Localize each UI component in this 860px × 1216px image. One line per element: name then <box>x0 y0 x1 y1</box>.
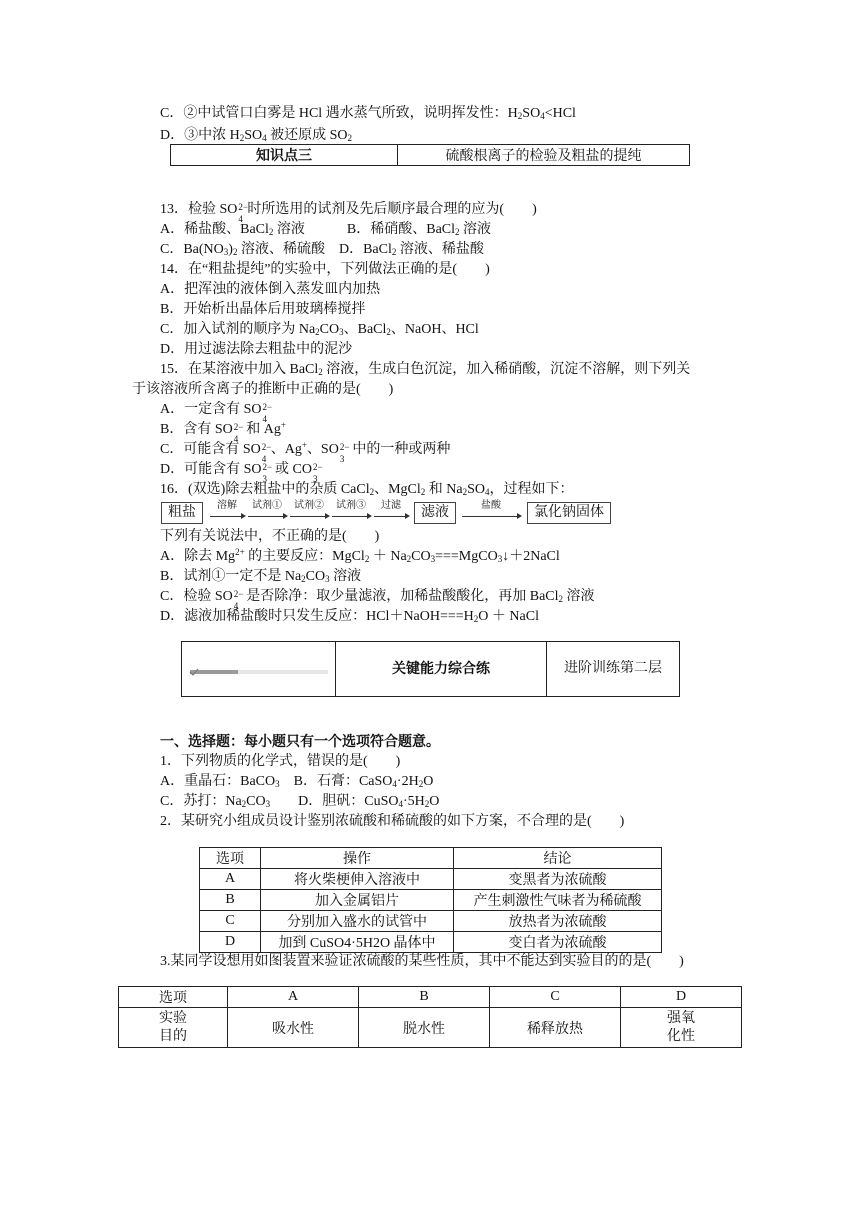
table-header: 操作 <box>261 848 454 869</box>
text: 溶液 <box>459 222 492 237</box>
question-15: 15．在某溶液中加入 BaCl$_2$ 溶液，生成白色沉淀，加入稀硝酸，沉淀不溶解，则下列关 <box>160 362 691 377</box>
table-header: B <box>359 987 490 1008</box>
banner-decoration <box>182 642 336 696</box>
flow-step-label: 过滤 <box>381 500 401 511</box>
question-16-prompt: 下列有关说法中，不正确的是( ) <box>160 529 380 544</box>
question-14-d: D．用过滤法除去粗盐中的泥沙 <box>160 342 353 357</box>
text: B．试剂①一定不是 Na <box>160 569 302 584</box>
question-14: 14．在“粗盐提纯”的实验中，下列做法正确的是( ) <box>160 262 490 277</box>
table-cell: 脱水性 <box>359 1008 490 1048</box>
question-13-cd: C．$Ba(NO_3)_2$ 溶液、稀硫酸 D．BaCl$_2$ 溶液、稀盐酸 <box>160 242 484 257</box>
table-cell: 加入金属铝片 <box>261 890 454 911</box>
text: O ＋ NaCl <box>478 609 539 624</box>
table-row <box>200 911 662 932</box>
table-cell: 吸水性 <box>228 1008 359 1048</box>
text: C．加入试剂的顺序为 Na <box>160 322 316 337</box>
text: 强氧 <box>667 1010 695 1026</box>
text: C．②中试管口白雾是 HCl 遇水蒸气所致，说明挥发性：H <box>160 106 518 121</box>
flow-filtrate-box: 滤液 <box>414 502 456 524</box>
table-cell: 变白者为浓硫酸 <box>454 932 662 953</box>
flow-arrow-2 <box>248 500 286 517</box>
flow-step-label: 试剂② <box>294 500 324 511</box>
flow-arrow-5 <box>374 500 408 517</box>
question-14-a: A．把浑浊的液体倒入蒸发皿内加热 <box>160 282 381 297</box>
text: ，过程如下： <box>489 482 574 497</box>
text: CO <box>319 322 340 337</box>
text: D．滤液加稀盐酸时只发生反应：HCl＋NaOH===H <box>160 609 474 624</box>
banner-level: 进阶训练第二层 <box>564 661 662 676</box>
table-cell: 加到 CuSO4·5H2O 晶体中 <box>261 932 454 953</box>
text: 、MgCl <box>374 482 421 497</box>
problem-3: 3.某同学设想用如图装置来验证浓硫酸的某些性质，其中不能达到实验目的的是( ) <box>160 954 684 969</box>
problem-2-table <box>199 847 662 953</box>
table-row <box>119 1008 742 1048</box>
text: SO <box>467 482 486 497</box>
text: CO <box>305 569 326 584</box>
text: ·2H <box>396 774 419 789</box>
text: 和 Ag <box>242 422 281 437</box>
question-14-b: B．开始析出晶体后用玻璃棒搅拌 <box>160 302 366 317</box>
table-cell: B <box>200 890 261 911</box>
text: A．稀盐酸、BaCl <box>160 222 269 237</box>
text: 的主要反应：MgCl <box>244 549 365 564</box>
question-15-b: B．含有 SO 2− 4 和 Ag+ <box>160 420 286 444</box>
text: 中的一种或两种 <box>348 442 451 457</box>
text: 15．在某溶液中加入 BaCl <box>160 362 319 377</box>
text: 、BaCl <box>343 322 387 337</box>
text: ·5H <box>402 794 425 809</box>
banner-title: 关键能力综合练 <box>336 642 547 696</box>
text: 、Ag <box>270 442 302 457</box>
text: 16．(双选)除去粗盐中的杂质 CaCl <box>160 482 370 497</box>
flow-step-label: 试剂① <box>252 500 282 511</box>
section-one-heading: 一、选择题：每小题只有一个选项符合题意。 <box>160 734 440 750</box>
table-cell: 将火柴梗伸入溶液中 <box>261 869 454 890</box>
table-cell: A <box>200 869 261 890</box>
text: 是否除净：取少量滤液，加稀盐酸酸化，再加 BaCl <box>242 589 559 604</box>
text: ) <box>228 242 233 257</box>
knowledge-point-label: 知识点三 <box>171 145 398 166</box>
problem-1-ab: A．重晶石：BaCO$_3$ B．石膏：$CaSO_4\cdot 2H_2O$ <box>160 774 434 789</box>
table-header: D <box>621 987 742 1008</box>
question-15-a: A．一定含有 SO 2− 4 <box>160 402 273 424</box>
table-header: 选项 <box>119 987 228 1008</box>
text: C．Ba(NO <box>160 242 224 257</box>
question-13: 13．检验 SO 2− 4 时所选用的试剂及先后顺序最合理的应为( ) <box>160 202 537 224</box>
flow-step-label: 溶解 <box>217 500 237 511</box>
question-15-c: C．可能含有 SO 2− 4 、Ag+、SO 2− 3 中的一种或两种 <box>160 440 451 464</box>
flow-arrow-1 <box>210 500 244 517</box>
text: ＋ Na <box>369 549 407 564</box>
text: 溶液 <box>329 569 362 584</box>
table-cell: C <box>200 911 261 932</box>
text: C．可能含有 SO <box>160 442 261 457</box>
text: 13．检验 SO <box>160 202 238 217</box>
text: CO <box>411 549 431 564</box>
text: 、NaOH、HCl <box>390 322 479 337</box>
text: D．可能含有 SO <box>160 462 262 477</box>
flow-end-box: 氯化钠固体 <box>527 502 611 524</box>
text: C．苏打：Na <box>160 794 242 809</box>
text: D．胆矾：CuSO <box>270 794 399 809</box>
table-cell: 变黑者为浓硫酸 <box>454 869 662 890</box>
text: 溶液、稀盐酸 <box>396 242 484 257</box>
table-row <box>200 890 662 911</box>
flow-step-label: 盐酸 <box>481 500 501 511</box>
question-16-b: B．试剂①一定不是 $Na_2CO_3$ 溶液 <box>160 569 362 584</box>
table-header: 选项 <box>200 848 261 869</box>
flow-arrow-4 <box>332 500 370 517</box>
option-d-prev: D．③中浓 $H_2SO_4$ 被还原成 $SO_2$ <box>160 128 353 143</box>
table-cell: 产生刺激性气味者为稀硫酸 <box>454 890 662 911</box>
text: B．含有 SO <box>160 422 233 437</box>
option-c-prev: C．②中试管口白雾是 HCl 遇水蒸气所致，说明挥发性：$H_2SO_4<HCl$ <box>160 106 576 121</box>
text: 和 Na <box>425 482 463 497</box>
text: 被还原成 SO <box>266 128 348 143</box>
text: 时所选用的试剂及先后顺序最合理的应为( ) <box>247 202 537 217</box>
problem-1-cd: C．苏打：$Na_2CO_3$ D．胆矾：$CuSO_4\cdot 5H_2O$ <box>160 794 440 809</box>
question-15-d: D．可能含有 SO 2− 3 或 CO 2− 3 <box>160 462 323 484</box>
text: A．重晶石：BaCO <box>160 774 276 789</box>
flow-arrow-3 <box>290 500 328 517</box>
text: ↓＋2NaCl <box>502 549 560 564</box>
question-16: 16．(双选)除去粗盐中的杂质 CaCl$_2$、MgCl$_2$ 和 $Na_2SO_4$，过程如下： <box>160 482 574 497</box>
row-label <box>119 1008 228 1048</box>
table-cell: 稀释放热 <box>490 1008 621 1048</box>
flow-step-label: 试剂③ <box>336 500 366 511</box>
question-13-ab: A．稀盐酸、BaCl$_2$ 溶液 B．稀硝酸、BaCl$_2$ 溶液 <box>160 222 492 237</box>
knowledge-point-topic: 硫酸根离子的检验及粗盐的提纯 <box>398 145 690 166</box>
table-cell <box>621 1008 742 1048</box>
text: A．除去 Mg <box>160 549 236 564</box>
flow-start-box: 粗盐 <box>161 502 203 524</box>
question-14-c: C．加入试剂的顺序为 $Na_2CO_3$、BaCl$_2$、NaOH、HCl <box>160 322 479 337</box>
table-cell: 分别加入盛水的试管中 <box>261 911 454 932</box>
text: O <box>423 774 434 789</box>
text: 溶液 B．稀硝酸、BaCl <box>273 222 456 237</box>
flow-arrow-6 <box>462 500 520 517</box>
text: O <box>429 794 440 809</box>
text: 或 CO <box>271 462 312 477</box>
text: 实验 <box>159 1010 187 1026</box>
text: SO <box>244 128 263 143</box>
text: 目的 <box>159 1028 187 1044</box>
table-header: 结论 <box>454 848 662 869</box>
table-cell: D <box>200 932 261 953</box>
question-15-cont: 于该溶液所含离子的推断中正确的是( ) <box>132 382 394 397</box>
question-16-a: A．除去 $Mg^{2+}$ 的主要反应：MgCl$_2$ ＋ $Na_2CO_3===MgCO_3↓+2NaCl$ <box>160 547 560 564</box>
problem-1: 1．下列物质的化学式，错误的是( ) <box>160 754 401 769</box>
question-16-d: D．滤液加稀盐酸时只发生反应：$HCl+NaOH===H_2O$ ＋ NaCl <box>160 609 539 624</box>
text: C．检验 SO <box>160 589 233 604</box>
problem-3-table <box>118 986 742 1048</box>
text: 、SO <box>306 442 339 457</box>
table-header: A <box>228 987 359 1008</box>
text: ===MgCO <box>435 549 498 564</box>
question-16-c: C．检验 SO 2− 4 是否除净：取少量滤液，加稀盐酸酸化，再加 BaCl$_2$ 溶液 <box>160 589 595 611</box>
text: D．③中浓 H <box>160 128 240 143</box>
progress-bar-icon <box>182 642 335 696</box>
table-row <box>200 869 662 890</box>
text: 溶液，生成白色沉淀，加入稀硝酸，沉淀不溶解，则下列关 <box>322 362 691 377</box>
table-cell: 放热者为浓硫酸 <box>454 911 662 932</box>
text: 溶液、稀硫酸 D．BaCl <box>237 242 392 257</box>
section-banner <box>181 641 680 697</box>
text: 溶液 <box>563 589 595 604</box>
table-header: C <box>490 987 621 1008</box>
text: 化性 <box>667 1028 695 1044</box>
table-row <box>200 932 662 953</box>
knowledge-point-table <box>170 144 690 166</box>
text: A．一定含有 SO <box>160 402 262 417</box>
text: B．石膏：CaSO <box>279 774 393 789</box>
text: CO <box>246 794 266 809</box>
problem-2: 2．某研究小组成员设计鉴别浓硫酸和稀硫酸的如下方案，不合理的是( ) <box>160 814 625 829</box>
